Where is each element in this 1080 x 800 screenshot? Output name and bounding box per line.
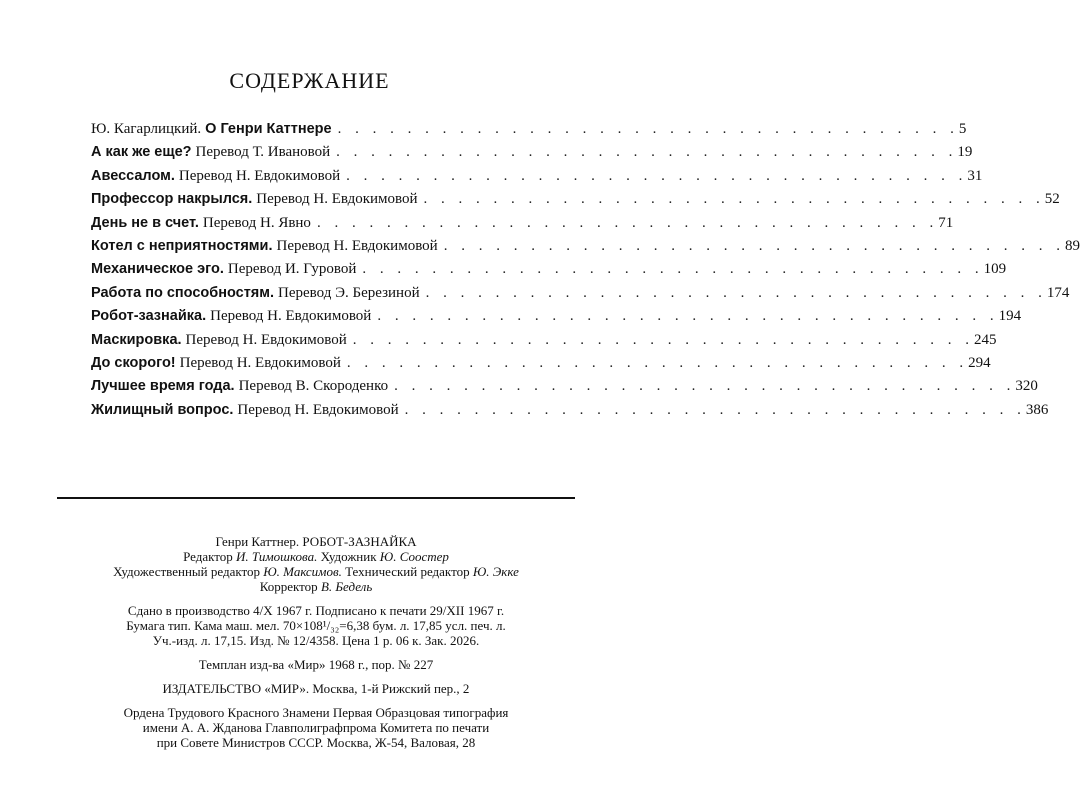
imprint-publisher-line: ИЗДАТЕЛЬСТВО «МИР». Москва, 1-й Рижский пер., 2 <box>162 681 470 696</box>
toc-entry-title: Профессор накрылся. <box>91 191 253 208</box>
toc-entry-title: Лучшее время года. <box>91 378 235 395</box>
toc-leader-dots: . . . . . . . . . . . . . . . . . . . . . . . . . . . . . . . . . . . . <box>443 237 1065 254</box>
editor-name: И. Тимошкова. <box>236 549 318 564</box>
imprint-printer-line: при Совете Министров СССР. Москва, Ж-54, Валовая, 28 <box>156 735 476 750</box>
toc-entry-translator: Перевод Н. Евдокимовой <box>179 354 341 371</box>
toc-entry-title: До скорого! <box>91 354 176 371</box>
toc-entry-page: 5 <box>958 121 967 137</box>
toc-leader-dots: . . . . . . . . . . . . . . . . . . . . . . . . . . . . . . . . . . . . <box>336 144 958 161</box>
toc-entry <box>91 237 1080 261</box>
imprint-proofreader-line <box>60 579 572 594</box>
toc-entry-translator: Перевод Н. Явно <box>202 214 311 231</box>
toc-entry-page: 174 <box>1046 284 1070 301</box>
toc-entry-title: Маскировка. <box>91 331 182 348</box>
toc-entry-translator: Перевод Т. Ивановой <box>195 144 331 161</box>
toc-entry <box>91 354 991 378</box>
imprint-order-line: Уч.-изд. л. 17,15. Изд. № 12/4358. Цена 1 р. 06 к. Зак. 2026. <box>152 633 480 648</box>
table-of-contents <box>91 121 1080 425</box>
toc-entry-page: 386 <box>1025 401 1049 418</box>
toc-entry <box>91 308 1022 331</box>
imprint-book-title: Генри Каттнер. РОБОТ-ЗАЗНАЙКА <box>215 534 417 549</box>
toc-entry <box>91 261 1007 284</box>
toc-entry-translator: Перевод Н. Евдокимовой <box>185 331 347 348</box>
toc-entry-page: 194 <box>998 308 1022 325</box>
toc-entry <box>91 144 973 167</box>
art-editor-label: Художественный редактор <box>113 564 260 579</box>
toc-leader-dots: . . . . . . . . . . . . . . . . . . . . . . . . . . . . . . . . . . . . <box>352 331 975 348</box>
toc-entry-translator: Перевод В. Скороденко <box>238 378 389 395</box>
toc-entry-page: 89 <box>1064 237 1080 254</box>
toc-leader-dots: . . . . . . . . . . . . . . . . . . . . . . . . . . . . . . . . . . . . <box>362 261 984 278</box>
toc-entry-author: Ю. Кагарлицкий. <box>91 121 202 137</box>
imprint-plan-line: Темплан изд-ва «Мир» 1968 г., пор. № 227 <box>198 657 434 672</box>
toc-entry-title: Жилищный вопрос. <box>91 401 234 418</box>
imprint-editors-line <box>60 549 572 564</box>
toc-entry <box>91 401 1049 425</box>
imprint-art-editors-line <box>60 564 572 579</box>
toc-entry-page: 109 <box>983 261 1007 278</box>
toc-entry-translator: Перевод Н. Евдокимовой <box>210 308 372 325</box>
toc-entry-translator: Перевод И. Гуровой <box>227 261 357 278</box>
toc-leader-dots: . . . . . . . . . . . . . . . . . . . . . . . . . . . . . . . . . . . . <box>377 308 999 325</box>
toc-leader-dots: . . . . . . . . . . . . . . . . . . . . . . . . . . . . . . . . . . . . <box>337 121 959 137</box>
editor-label: Редактор <box>183 549 233 564</box>
toc-leader-dots: . . . . . . . . . . . . . . . . . . . . . . . . . . . . . . . . . . . . <box>346 167 968 184</box>
toc-entry-title: День не в счет. <box>91 214 199 231</box>
toc-entry <box>91 191 1060 214</box>
toc-leader-dots: . . . . . . . . . . . . . . . . . . . . . . . . . . . . . . . . . . . . <box>316 214 939 231</box>
art-editor-name: Ю. Максимов. <box>263 564 342 579</box>
toc-entry-title: Механическое эго. <box>91 261 224 278</box>
contents-heading: СОДЕРЖАНИЕ <box>229 68 390 93</box>
toc-entry <box>91 214 954 238</box>
toc-entry-title: А как же еще? <box>91 144 192 161</box>
toc-leader-dots: . . . . . . . . . . . . . . . . . . . . . . . . . . . . . . . . . . . . <box>346 354 969 371</box>
toc-leader-dots: . . . . . . . . . . . . . . . . . . . . . . . . . . . . . . . . . . . . <box>404 401 1026 418</box>
toc-entry-page: 19 <box>957 144 973 161</box>
toc-entry-page: 245 <box>974 331 997 348</box>
toc-entry-translator: Перевод Н. Евдокимовой <box>256 191 418 208</box>
toc-entry-translator: Перевод Н. Евдокимовой <box>237 401 399 418</box>
imprint-production-line: Сдано в производство 4/X 1967 г. Подписано к печати 29/XII 1967 г. <box>127 603 505 618</box>
toc-entry-page: 71 <box>938 214 954 231</box>
imprint-block <box>60 534 572 750</box>
toc-entry-title: Авессалом. <box>91 167 175 184</box>
imprint-printer-line: имени А. А. Жданова Главполиграфпрома Комитета по печати <box>142 720 490 735</box>
toc-entry <box>91 167 983 191</box>
toc-entry-translator: Перевод Э. Березиной <box>278 284 420 301</box>
toc-entry-title: О Генри Каттнере <box>205 121 332 137</box>
toc-entry <box>91 378 1038 401</box>
imprint-printer-line: Ордена Трудового Красного Знамени Первая Образцовая типография <box>123 705 509 720</box>
toc-entry-page: 320 <box>1015 378 1038 395</box>
toc-entry-title: Работа по способностям. <box>91 284 275 301</box>
tech-editor-name: Ю. Экке <box>472 564 519 579</box>
proofreader-name: В. Бедель <box>320 579 373 594</box>
toc-leader-dots: . . . . . . . . . . . . . . . . . . . . . . . . . . . . . . . . . . . . <box>425 284 1047 301</box>
toc-entry-translator: Перевод Н. Евдокимовой <box>276 237 438 254</box>
tech-editor-label: Технический редактор <box>345 564 470 579</box>
artist-label: Художник <box>320 549 377 564</box>
toc-entry-page: 52 <box>1044 191 1060 208</box>
toc-entry-page: 31 <box>967 167 983 184</box>
toc-entry-translator: Перевод Н. Евдокимовой <box>178 167 341 184</box>
toc-entry <box>91 284 1070 308</box>
toc-entry <box>91 331 997 355</box>
toc-entry-title: Робот-зазнайка. <box>91 308 207 325</box>
toc-entry-page: 294 <box>968 354 991 371</box>
artist-name: Ю. Соостер <box>379 549 449 564</box>
toc-leader-dots: . . . . . . . . . . . . . . . . . . . . . . . . . . . . . . . . . . . . <box>394 378 1016 395</box>
toc-entry <box>91 121 967 144</box>
proofreader-label: Корректор <box>259 579 318 594</box>
toc-leader-dots: . . . . . . . . . . . . . . . . . . . . . . . . . . . . . . . . . . . . <box>423 191 1045 208</box>
toc-entry-title: Котел с неприятностями. <box>91 237 273 254</box>
divider-rule <box>57 497 575 499</box>
imprint-paper-line: Бумага тип. Кама маш. мел. 70×108¹/₃₂=6,38 бум. л. 17,85 усл. печ. л. <box>126 618 506 633</box>
